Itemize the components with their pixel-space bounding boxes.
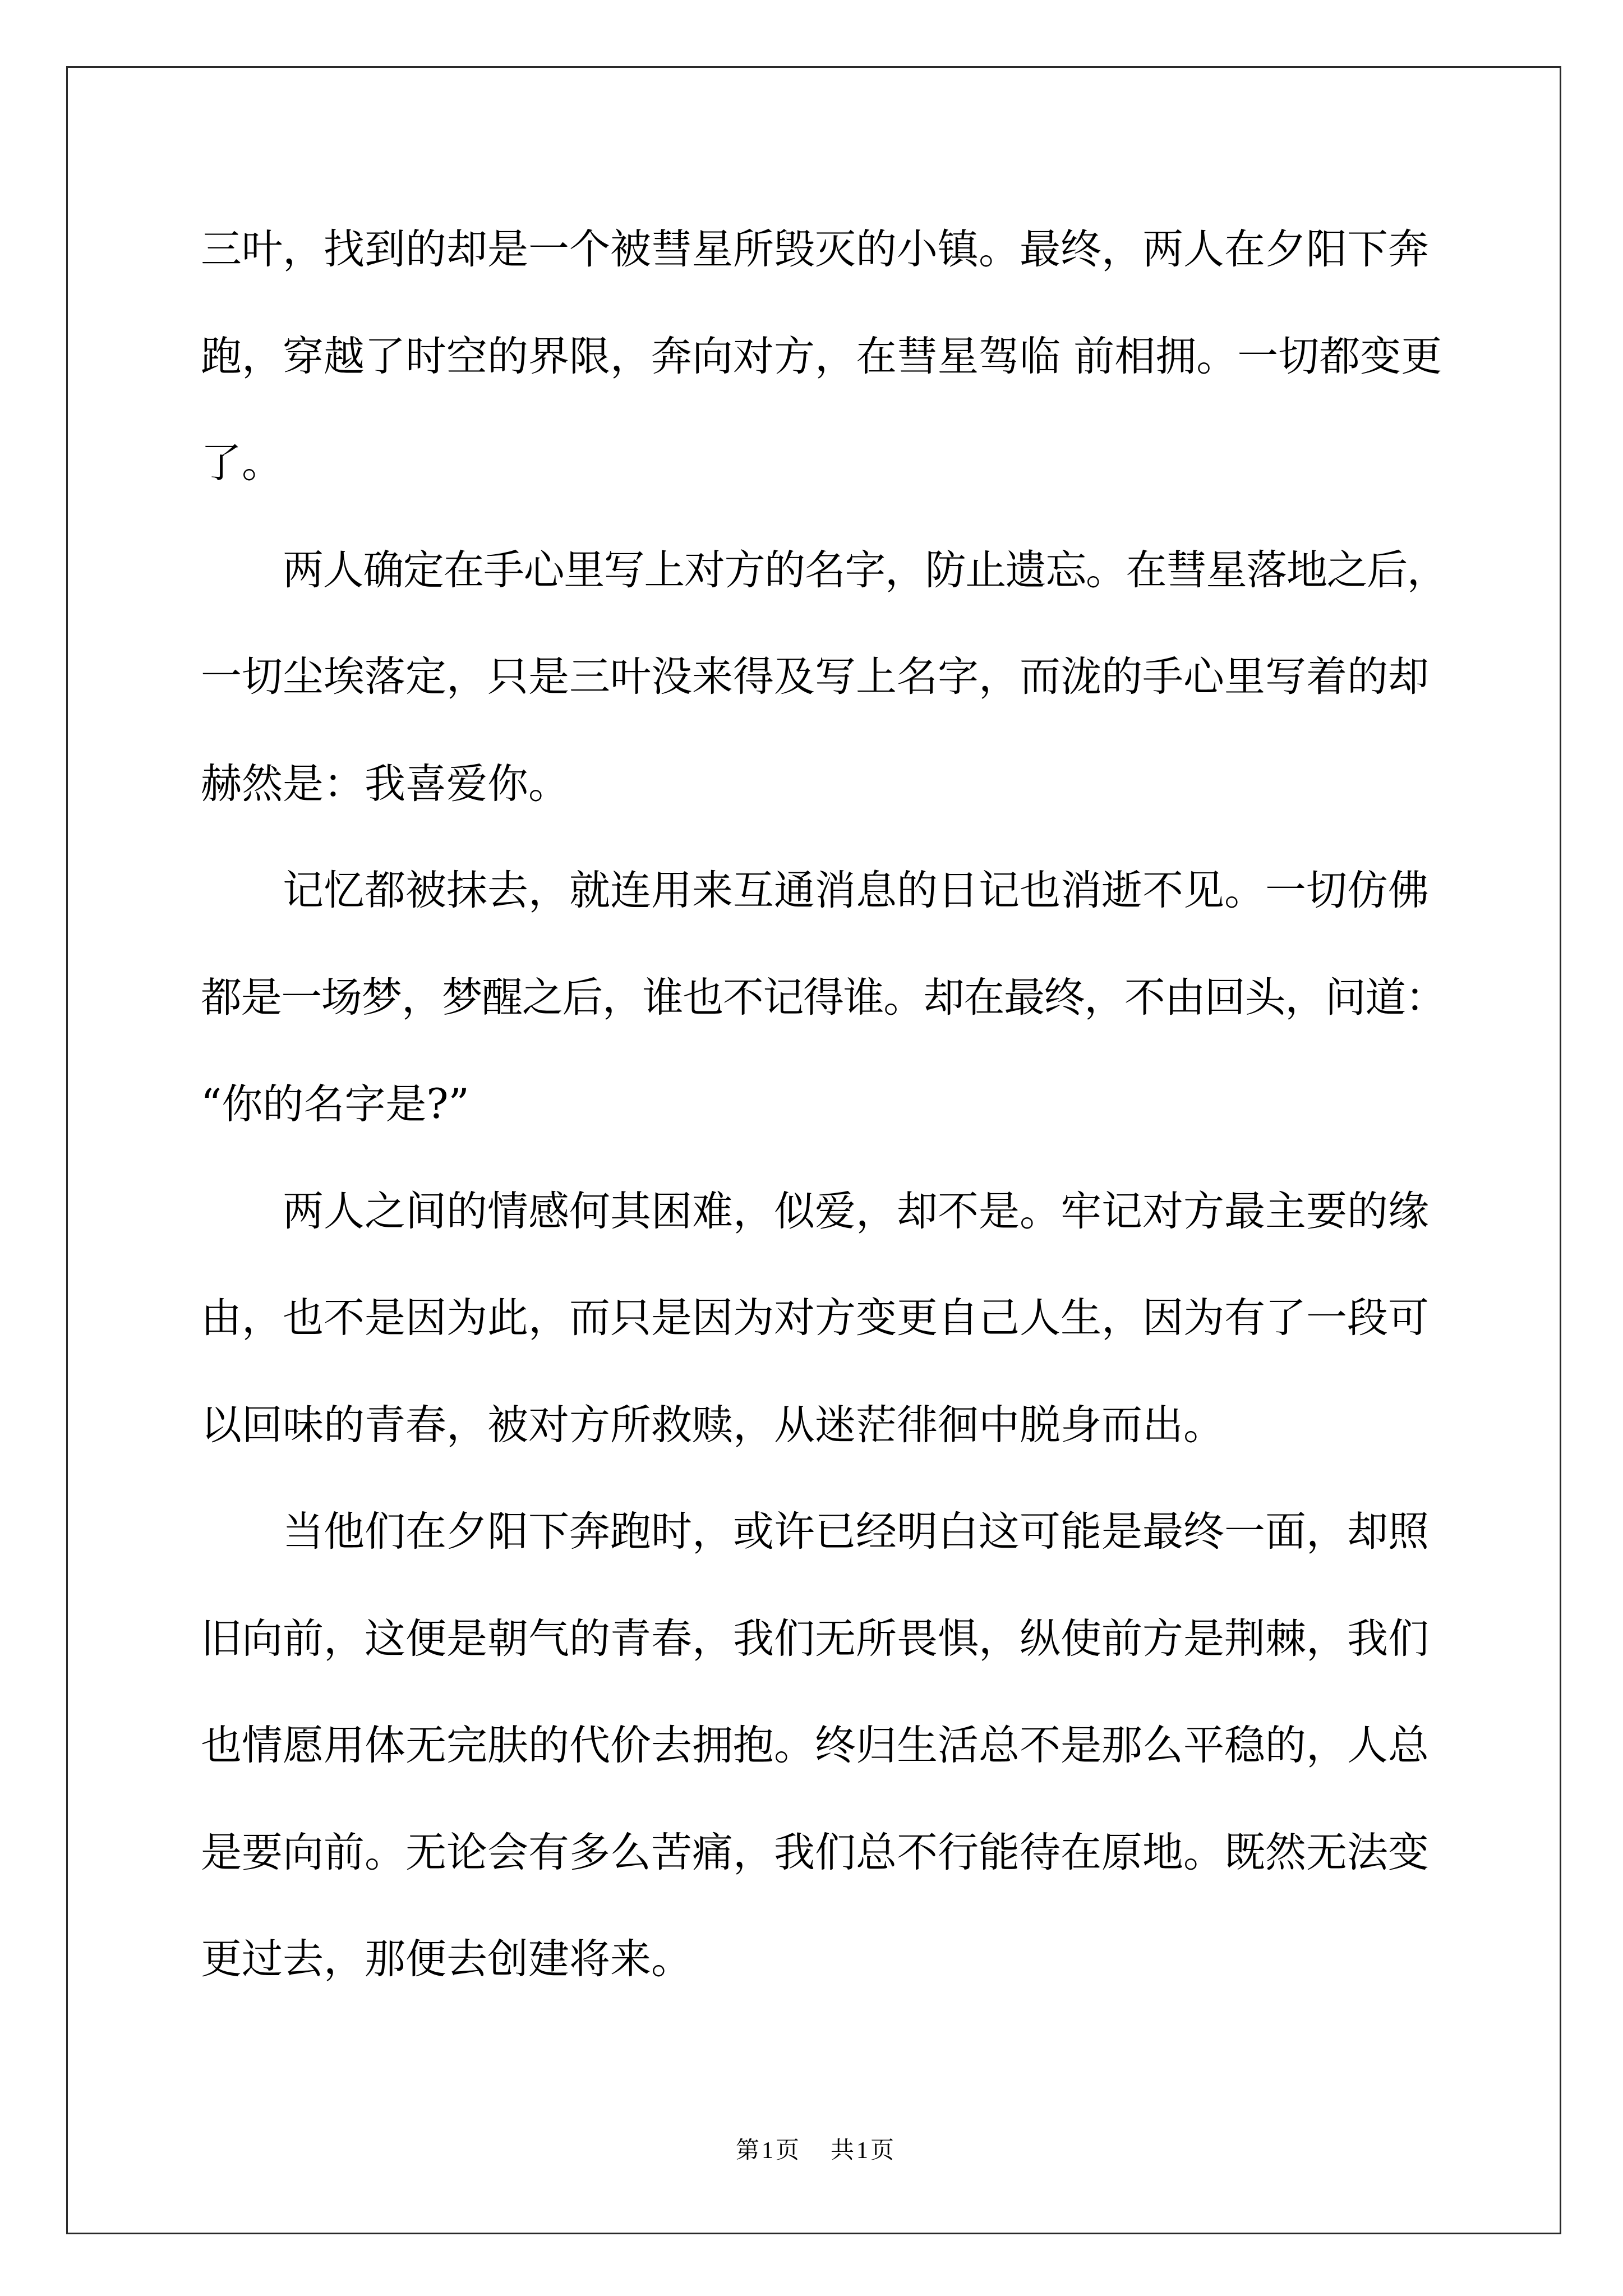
- text-line: 以回味的青春，被对方所救赎，从迷茫徘徊中脱身而出。: [201, 1401, 1224, 1449]
- document-body: [201, 196, 1447, 2013]
- paragraph: [201, 1158, 1429, 1479]
- text-line: 三叶，找到的却是一个被彗星所毁灭的小镇。最终，两人在夕阳下奔: [201, 226, 1429, 273]
- page-count: 共1页: [831, 2138, 897, 2164]
- text-line: 跑，穿越了时空的界限，奔向对方，在彗星驾临 前相拥。一切都变更: [201, 332, 1442, 380]
- paragraph: [201, 1479, 1429, 2013]
- text-line: 当他们在夕阳下奔跑时，或许已经明白这可能是最终一面，却照: [283, 1508, 1429, 1556]
- page-number: 第1页: [735, 2138, 801, 2164]
- text-line: 是要向前。无论会有多么苦痛，我们总不行能待在原地。既然无法变: [201, 1828, 1429, 1876]
- text-line: 更过去，那便去创建将来。: [201, 1935, 692, 1983]
- paragraph: [201, 517, 1447, 838]
- paragraph: [201, 196, 1442, 517]
- text-line: 都是一场梦，梦醒之后，谁也不记得谁。却在最终，不由回头，问道：: [201, 973, 1446, 1022]
- paragraph: [201, 838, 1446, 1158]
- text-line: 也情愿用体无完肤的代价去拥抱。终归生活总不是那么平稳的，人总: [201, 1722, 1429, 1769]
- text-line: 两人确定在手心里写上对方的名字，防止遗忘。在彗星落地之后，: [283, 546, 1447, 594]
- text-line: 赫然是：我喜爱你。: [201, 760, 569, 808]
- text-line: 两人之间的情感何其困难，似爱，却不是。牢记对方最主要的缘: [283, 1187, 1429, 1235]
- text-line: 一切尘埃落定，只是三叶没来得及写上名字，而泷的手心里写着的却: [201, 653, 1429, 701]
- text-line: 记忆都被抹去，就连用来互通消息的日记也消逝不见。一切仿佛: [283, 867, 1429, 914]
- text-line: 旧向前，这便是朝气的青春，我们无所畏惧，纵使前方是荆棘，我们: [201, 1614, 1429, 1663]
- text-line: 由，也不是因为此，而只是因为对方变更自己人生，因为有了一段可: [201, 1294, 1429, 1342]
- text-line: 了。: [201, 439, 283, 487]
- text-line: “你的名字是?”: [201, 1080, 469, 1128]
- page-footer: [0, 2139, 1623, 2162]
